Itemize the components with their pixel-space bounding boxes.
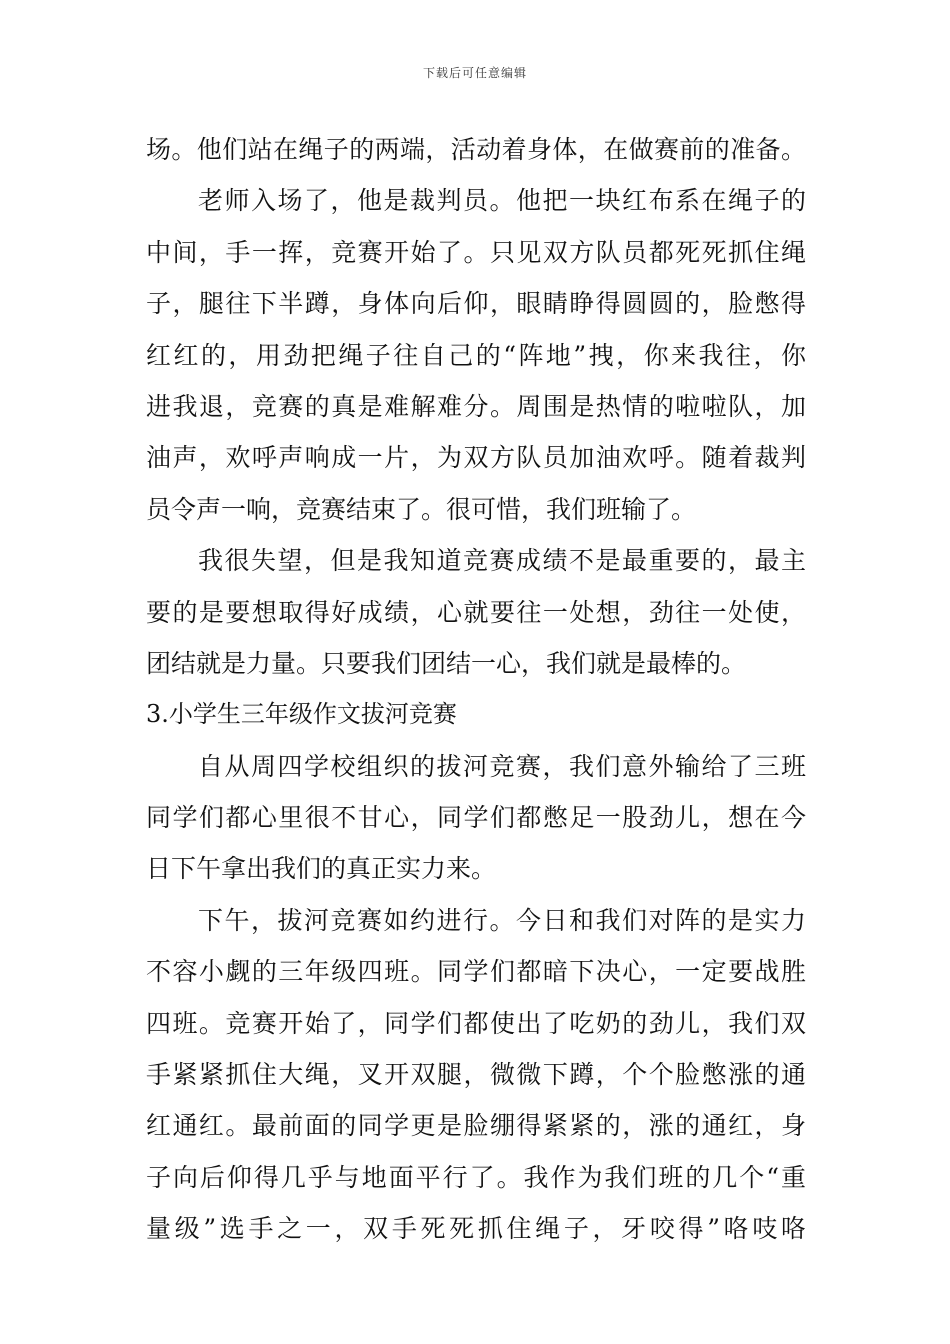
text-line: 红红的，用劲把绳子往自己的“阵地”拽，你来我往，你 xyxy=(146,340,806,370)
text-line: 中间，手一挥，竞赛开始了。只见双方队员都死死抓住绳 xyxy=(146,237,806,267)
text-line: 进我退，竞赛的真是难解难分。周围是热情的啦啦队，加 xyxy=(146,391,806,421)
text-line: 红通红。最前面的同学更是脸绷得紧紧的，涨的通红，身 xyxy=(146,1111,806,1141)
text-line: 四班。竞赛开始了，同学们都使出了吃奶的劲儿，我们双 xyxy=(146,1008,806,1038)
text-line: 量级”选手之一，双手死死抓住绳子，牙咬得”咯吱咯 xyxy=(146,1214,806,1244)
text-line: 子，腿往下半蹲，身体向后仰，眼睛睁得圆圆的，脸憋得 xyxy=(146,289,806,319)
text-line: 员令声一响，竞赛结束了。很可惜，我们班输了。 xyxy=(146,494,697,524)
text-line: 老师入场了，他是裁判员。他把一块红布系在绳子的 xyxy=(198,186,806,216)
text-line: 场。他们站在绳子的两端，活动着身体，在做赛前的准备。 xyxy=(146,135,806,164)
text-line: 团结就是力量。只要我们团结一心，我们就是最棒的。 xyxy=(146,648,747,678)
section-heading: 3.小学生三年级作文拔河竞赛 xyxy=(146,700,457,729)
document-body xyxy=(146,124,806,1255)
text-line: 子向后仰得几乎与地面平行了。我作为我们班的几个“重 xyxy=(146,1162,806,1192)
text-line: 我很失望，但是我知道竞赛成绩不是最重要的，最主 xyxy=(198,546,806,576)
text-line: 要的是要想取得好成绩，心就要往一处想，劲往一处使， xyxy=(146,597,806,627)
text-line: 自从周四学校组织的拔河竞赛，我们意外输给了三班 xyxy=(198,751,806,781)
text-line: 同学们都心里很不甘心，同学们都憋足一股劲儿，想在今 xyxy=(146,803,806,833)
text-line: 下午，拔河竞赛如约进行。今日和我们对阵的是实力 xyxy=(198,905,806,935)
text-line: 不容小觑的三年级四班。同学们都暗下决心，一定要战胜 xyxy=(146,957,806,987)
page-header: 下载后可任意编辑 xyxy=(422,66,527,80)
text-line: 手紧紧抓住大绳，叉开双腿，微微下蹲，个个脸憋涨的通 xyxy=(146,1060,806,1090)
text-line: 油声，欢呼声响成一片，为双方队员加油欢呼。随着裁判 xyxy=(146,443,806,473)
text-line: 日下午拿出我们的真正实力来。 xyxy=(146,854,497,884)
